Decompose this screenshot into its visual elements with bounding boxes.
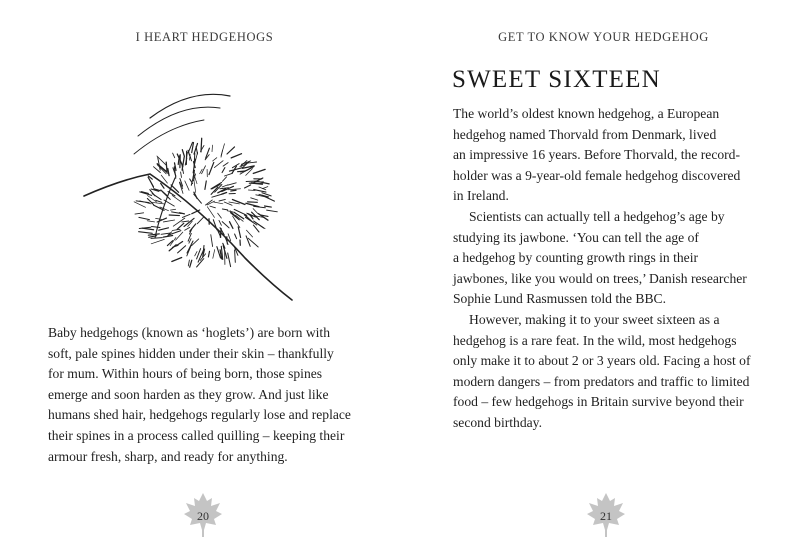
spine-stroke [225,173,233,176]
spine-stroke [176,232,183,240]
spine-stroke [214,202,223,204]
spine-stroke [187,241,193,253]
body-line: a hedgehog by counting growth rings in their [453,250,699,266]
motion-line [134,120,204,154]
body-line: their spines in a process called quilling – keeping their [48,427,345,443]
spine-stroke [247,230,253,237]
spine-stroke [265,206,272,207]
motion-line [138,107,220,136]
spine-stroke [195,252,197,256]
spine-stroke [213,158,217,161]
body-line: jawbones, like you would on trees,’ Danish researcher [453,270,747,286]
spine-stroke [178,246,186,253]
spine-stroke [177,242,183,246]
spine-stroke [185,227,190,230]
body-line: armour fresh, sharp, and ready for anything. [48,448,288,464]
section-heading: SWEET SIXTEEN [452,66,661,93]
page-number-left [183,492,223,538]
spine-stroke [135,213,144,214]
body-line: second birthday. [453,414,542,430]
spine-stroke [222,185,228,187]
body-line: Scientists can actually tell a hedgehog’s age by [469,208,725,224]
body-line: emerge and soon harden as they grow. And just like [48,386,329,402]
spine-stroke [208,251,209,257]
spine-stroke [249,183,262,184]
branch-line [84,174,292,300]
spine-stroke [212,194,224,198]
spine-stroke [173,153,175,158]
spine-stroke [148,234,159,235]
body-line: in Ireland. [453,188,509,204]
spine-stroke [210,206,216,208]
body-line: for mum. Within hours of being born, those spines [48,366,323,382]
spine-stroke [231,213,240,220]
body-line: humans shed hair, hedgehogs regularly lose and replace [48,407,351,423]
spine-stroke [185,181,189,190]
spine-stroke [148,196,157,203]
spine-stroke [222,222,229,228]
spine-stroke [152,227,161,228]
spine-stroke [267,210,278,212]
spine-stroke [172,229,180,230]
spine-stroke [181,172,182,177]
body-line: soft, pale spines hidden under their skin – thankfully [48,345,334,361]
spine-stroke [163,236,172,238]
spine-stroke [209,162,214,174]
spine-stroke [134,202,145,208]
spine-stroke [212,145,213,152]
body-line: The world’s oldest known hedgehog, a European [453,106,720,121]
spine-stroke [230,222,233,229]
spine-stroke [151,238,162,239]
hedgehog-illustration [80,78,320,318]
spine-stroke [182,214,190,217]
spine-stroke [228,253,231,267]
spine-stroke [169,215,179,216]
spine-stroke [253,225,259,232]
spine-stroke [163,220,174,222]
spine-stroke [139,227,151,228]
spine-stroke [194,179,196,192]
spine-stroke [222,168,225,173]
body-line: food – few hedgehogs in Britain survive beyond their [453,394,744,410]
spine-stroke [235,234,237,239]
running-head-right: GET TO KNOW YOUR HEDGEHOG [498,30,709,44]
body-line: Sophie Lund Rasmussen told the BBC. [453,291,666,307]
spine-stroke [253,209,258,214]
spine-stroke [136,201,149,203]
spine-stroke [188,260,189,266]
spine-stroke [207,207,214,218]
spine-stroke [222,209,227,210]
running-head-left: I HEART HEDGEHOGS [135,30,274,44]
spine-stroke [230,168,243,172]
motion-line [150,94,230,118]
body-line: hedgehog named Thorvald from Denmark, lived [453,126,717,142]
body-line: Baby hedgehogs (known as ‘hoglets’) are born with [48,325,331,340]
spine-stroke [218,213,222,218]
spine-stroke [197,217,203,223]
spine-stroke [211,235,213,247]
page-number-right [586,492,626,538]
spine-stroke [182,150,184,157]
spine-stroke [228,183,237,185]
spine-stroke [227,147,235,154]
spine-stroke [222,177,226,182]
page-number-text: 21 [600,509,612,523]
spine-stroke [159,228,169,230]
spine-stroke [241,171,247,173]
page-number-text: 20 [197,509,209,523]
spine-stroke [182,221,189,222]
right-body-text [453,104,751,434]
spine-stroke [161,190,168,196]
body-line: hedgehog is a rare feat. In the wild, most hedgehogs [453,332,737,348]
spine-stroke [219,199,225,201]
spine-stroke [246,203,259,207]
spine-stroke [187,245,191,256]
spine-stroke [170,209,175,210]
spine-stroke [263,187,268,189]
spine-stroke [147,221,154,222]
spine-stroke [156,218,162,219]
spine-stroke [254,190,266,193]
spine-stroke [190,224,196,231]
body-line: modern dangers – from predators and traffic to limited [453,373,750,389]
body-line: only make it to about 2 or 3 years old. Facing a host of [453,353,751,369]
spine-stroke [253,169,265,173]
spine-stroke [251,198,258,200]
spine-stroke [245,185,251,188]
spine-stroke [221,150,223,157]
spine-stroke [201,138,202,152]
spine-stroke [139,217,150,219]
spine-stroke [214,161,223,168]
spine-stroke [238,227,240,238]
spine-stroke [190,260,192,267]
spine-stroke [151,239,164,243]
spine-stroke [139,232,153,234]
spine-stroke [256,223,266,229]
spine-stroke [262,195,274,201]
spine-stroke [152,202,165,204]
spine-stroke [228,189,240,190]
spine-stroke [235,250,236,262]
spine-stroke [246,236,250,246]
spine-stroke [231,154,241,158]
spine-stroke [231,190,236,191]
left-body-text [48,323,351,467]
spine-stroke [177,223,184,229]
right-page [405,0,810,556]
body-line: studying its jawbone. ‘You can tell the age of [453,229,699,245]
body-line: an impressive 16 years. Before Thorvald, the record- [453,147,741,163]
body-line: However, making it to your sweet sixteen as a [469,311,720,327]
spine-stroke [213,250,215,259]
spine-stroke [172,258,182,262]
spine-stroke [219,220,221,225]
spine-stroke [246,181,257,182]
spine-stroke [246,217,257,225]
spine-stroke [223,163,228,167]
spine-stroke [205,181,206,190]
body-line: holder was a 9-year-old female hedgehog discovered [453,167,741,183]
